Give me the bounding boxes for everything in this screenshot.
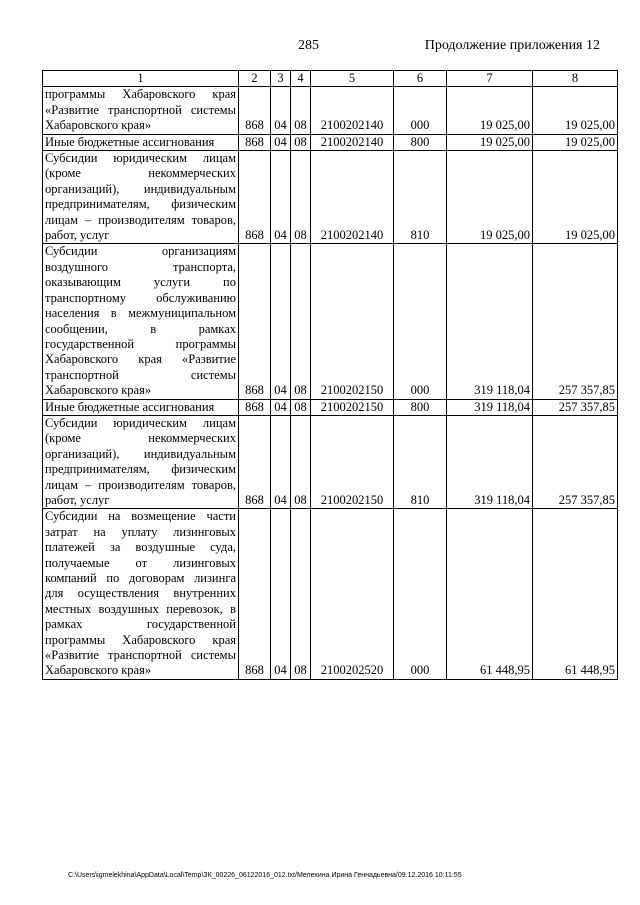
cell-target-code: 2100202150 <box>311 415 394 508</box>
table-row <box>43 134 618 150</box>
cell-expense-type: 800 <box>394 399 447 415</box>
cell-ministry-code: 868 <box>239 244 271 399</box>
cell-target-code: 2100202140 <box>311 87 394 134</box>
cell-amount-2: 19 025,00 <box>533 87 618 134</box>
table-row <box>43 87 618 134</box>
column-header: 8 <box>533 71 618 87</box>
cell-amount-2: 257 357,85 <box>533 399 618 415</box>
cell-ministry-code: 868 <box>239 399 271 415</box>
row-name: Субсидии на возмещение части затрат на уплату лизинговых платежей за воздушные суда, получаемые от лизинговых компаний по договорам лизинга для осуществления внутренних местных воздушных перевозок, в рамках государственной программы Хабаровского края «Развитие транспортной системы Хабаровского края» <box>43 509 239 679</box>
cell-section: 04 <box>271 415 291 508</box>
row-name: Субсидии юридическим лицам (кроме некоммерческих организаций), индивидуальным предпринимателям, физическим лицам – производителям товаров, работ, услуг <box>43 151 239 244</box>
cell-subsection: 08 <box>291 415 311 508</box>
cell-ministry-code: 868 <box>239 134 271 150</box>
continuation-caption: Продолжение приложения 12 <box>424 38 600 53</box>
cell-amount-2: 19 025,00 <box>533 134 618 150</box>
budget-table <box>42 70 618 680</box>
cell-ministry-code: 868 <box>239 509 271 679</box>
cell-amount-1: 319 118,04 <box>447 244 533 399</box>
cell-expense-type: 000 <box>394 509 447 679</box>
cell-ministry-code: 868 <box>239 151 271 244</box>
cell-subsection: 08 <box>291 134 311 150</box>
row-name: Субсидии организациям воздушного транспорта, оказывающим услуги по транспортному обслуживанию населения в межмуниципальном сообщении, в рамках государственной программы Хабаровского края «Развитие транспортной системы Хабаровского края» <box>43 244 239 399</box>
cell-target-code: 2100202140 <box>311 151 394 244</box>
cell-expense-type: 800 <box>394 134 447 150</box>
cell-section: 04 <box>271 87 291 134</box>
column-header: 7 <box>447 71 533 87</box>
column-header: 1 <box>43 71 239 87</box>
cell-subsection: 08 <box>291 87 311 134</box>
table-header-row <box>43 71 618 87</box>
table-row <box>43 399 618 415</box>
column-header: 2 <box>239 71 271 87</box>
cell-target-code: 2100202520 <box>311 509 394 679</box>
cell-amount-2: 19 025,00 <box>533 151 618 244</box>
column-header: 4 <box>291 71 311 87</box>
cell-ministry-code: 868 <box>239 87 271 134</box>
table-row <box>43 509 618 679</box>
row-name: Субсидии юридическим лицам (кроме некоммерческих организаций), индивидуальным предпринимателям, физическим лицам – производителям товаров, работ, услуг <box>43 415 239 508</box>
cell-expense-type: 000 <box>394 244 447 399</box>
cell-ministry-code: 868 <box>239 415 271 508</box>
cell-section: 04 <box>271 244 291 399</box>
column-header: 6 <box>394 71 447 87</box>
cell-subsection: 08 <box>291 399 311 415</box>
row-name: Иные бюджетные ассигнования <box>43 399 239 415</box>
row-name: Иные бюджетные ассигнования <box>43 134 239 150</box>
cell-section: 04 <box>271 509 291 679</box>
cell-section: 04 <box>271 399 291 415</box>
cell-section: 04 <box>271 134 291 150</box>
row-name: программы Хабаровского края «Развитие транспортной системы Хабаровского края» <box>43 87 239 134</box>
cell-amount-1: 61 448,95 <box>447 509 533 679</box>
cell-amount-1: 19 025,00 <box>447 87 533 134</box>
cell-expense-type: 810 <box>394 415 447 508</box>
cell-amount-1: 319 118,04 <box>447 399 533 415</box>
cell-section: 04 <box>271 151 291 244</box>
file-path-footer: C:\Users\igmelekhina\AppData\Local\Temp\ЗК_00226_06122016_012.txt/Мелехина Ирина Геннадьевна/09.12.2016 10:11:55 <box>68 872 462 879</box>
cell-amount-2: 61 448,95 <box>533 509 618 679</box>
cell-subsection: 08 <box>291 244 311 399</box>
cell-target-code: 2100202150 <box>311 244 394 399</box>
cell-subsection: 08 <box>291 509 311 679</box>
cell-amount-1: 19 025,00 <box>447 151 533 244</box>
cell-amount-2: 257 357,85 <box>533 244 618 399</box>
column-header: 3 <box>271 71 291 87</box>
cell-target-code: 2100202150 <box>311 399 394 415</box>
cell-expense-type: 810 <box>394 151 447 244</box>
cell-target-code: 2100202140 <box>311 134 394 150</box>
cell-amount-1: 319 118,04 <box>447 415 533 508</box>
cell-amount-2: 257 357,85 <box>533 415 618 508</box>
column-header: 5 <box>311 71 394 87</box>
table-row <box>43 151 618 244</box>
cell-expense-type: 000 <box>394 87 447 134</box>
table-row <box>43 415 618 508</box>
page-number: 285 <box>298 38 319 53</box>
cell-amount-1: 19 025,00 <box>447 134 533 150</box>
table-row <box>43 244 618 399</box>
cell-subsection: 08 <box>291 151 311 244</box>
